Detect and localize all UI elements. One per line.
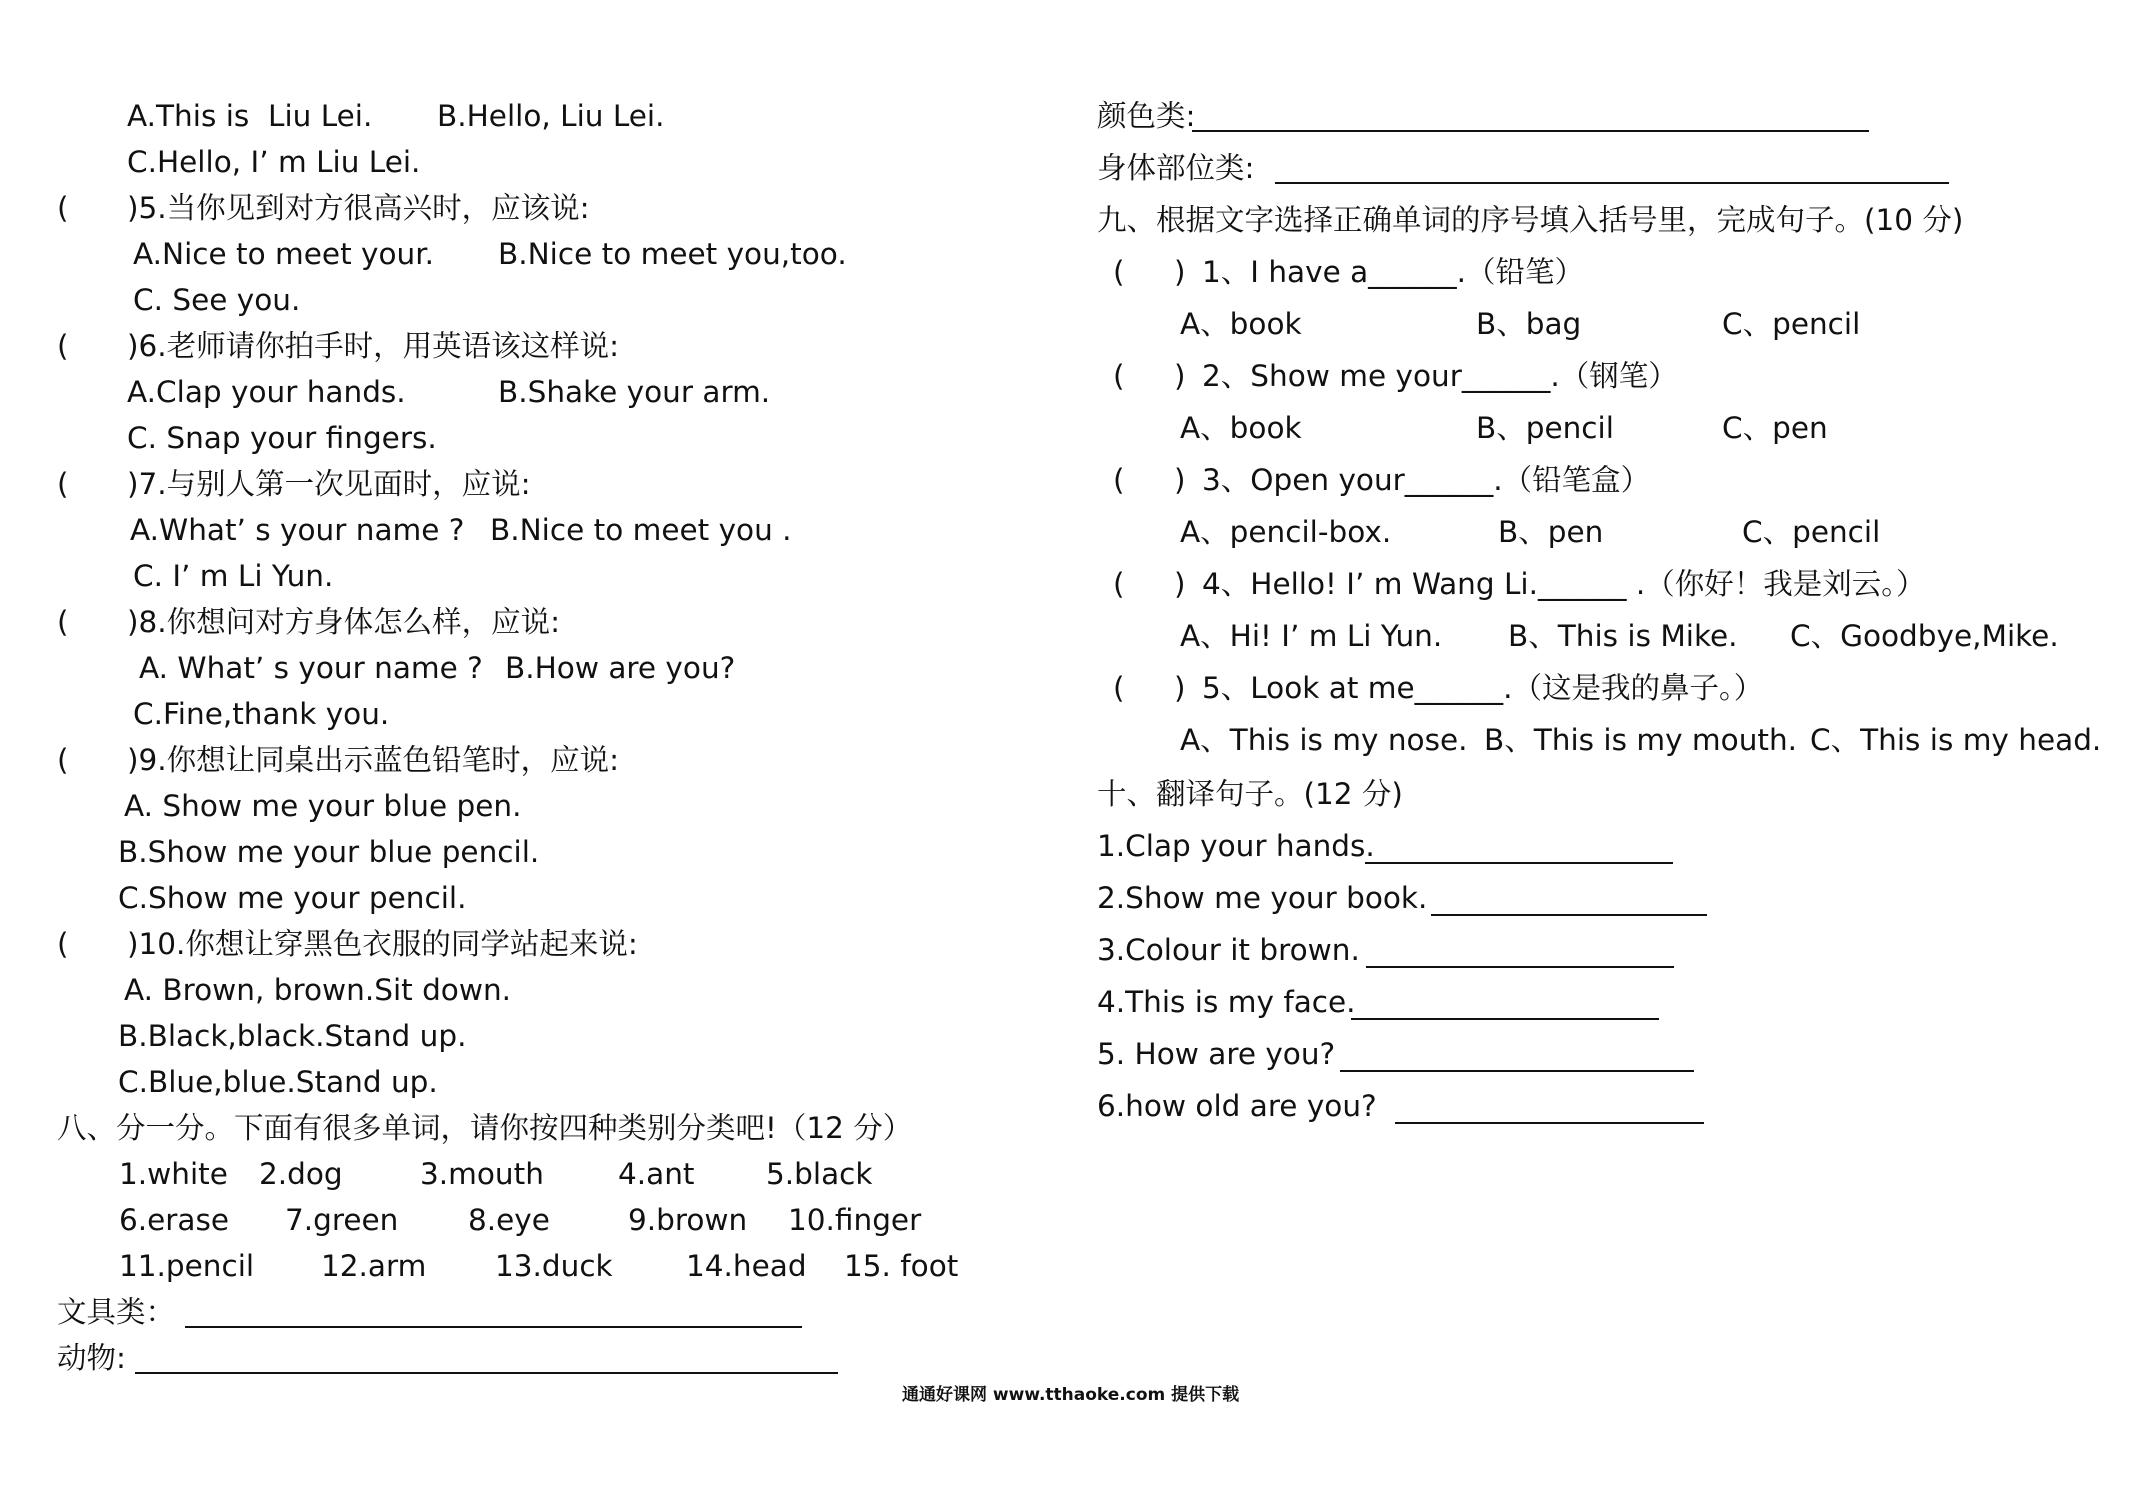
stationery-answer-line[interactable]	[185, 1326, 802, 1328]
s9-q5-option-a: A、This is my nose.	[1180, 723, 1468, 757]
translate-sentence: 3.Colour it brown.	[1097, 933, 1360, 967]
q10-option-b: B.Black,black.Stand up.	[118, 1019, 467, 1053]
q5-option-b: B.Nice to meet you,too.	[498, 237, 847, 271]
translate-answer-line[interactable]	[1365, 862, 1673, 864]
q10-option-a: A. Brown, brown.Sit down.	[124, 973, 512, 1007]
q4-option-c: C.Hello, I’ m Liu Lei.	[127, 145, 421, 179]
word-item: 2.dog	[259, 1157, 343, 1191]
q8-option-a: A. What’ s your name ?	[139, 651, 483, 685]
word-item: 11.pencil	[119, 1249, 255, 1283]
body-parts-label: 身体部位类:	[1097, 151, 1255, 185]
s9-q2-option-b: B、pencil	[1476, 411, 1614, 445]
q4-option-b: B.Hello, Liu Lei.	[437, 99, 665, 133]
q9-stem: )9.你想让同桌出示蓝色铅笔时，应说:	[127, 743, 620, 777]
s9-q4-option-c: C、Goodbye,Mike.	[1790, 619, 2059, 653]
q10-option-c: C.Blue,blue.Stand up.	[118, 1065, 438, 1099]
s9-q3-close-paren: )	[1174, 463, 1186, 497]
s9-q1-option-a: A、book	[1180, 307, 1302, 341]
word-item: 13.duck	[495, 1249, 613, 1283]
q7-option-a: A.What’ s your name ?	[130, 513, 465, 547]
q8-stem: )8.你想问对方身体怎么样，应说:	[127, 605, 561, 639]
s9-q1-answer-paren[interactable]: (	[1113, 255, 1125, 289]
s9-q2-answer-paren[interactable]: (	[1113, 359, 1125, 393]
q8-option-c: C.Fine,thank you.	[133, 697, 390, 731]
q6-option-c: C. Snap your fingers.	[127, 421, 437, 455]
word-item: 5.black	[766, 1157, 873, 1191]
s9-q1-option-b: B、bag	[1476, 307, 1582, 341]
q6-stem: )6.老师请你拍手时，用英语该这样说:	[127, 329, 620, 363]
word-item: 12.arm	[321, 1249, 427, 1283]
translate-sentence: 6.how old are you?	[1097, 1089, 1377, 1123]
s9-q5-close-paren: )	[1174, 671, 1186, 705]
word-item: 7.green	[285, 1203, 399, 1237]
body-parts-answer-line[interactable]	[1275, 182, 1949, 184]
s9-q3-option-c: C、pencil	[1742, 515, 1881, 549]
word-item: 15. foot	[844, 1249, 959, 1283]
s9-q4-stem: 4、Hello! I’ m Wang Li.______ .（你好！我是刘云。）	[1202, 567, 1926, 601]
animals-answer-line[interactable]	[135, 1372, 838, 1374]
q6-answer-paren[interactable]: (	[57, 329, 69, 363]
s9-q1-option-c: C、pencil	[1722, 307, 1861, 341]
q10-answer-paren[interactable]: (	[57, 927, 69, 961]
q10-stem: )10.你想让穿黑色衣服的同学站起来说:	[127, 927, 638, 961]
word-item: 6.erase	[119, 1203, 230, 1237]
s9-q1-close-paren: )	[1174, 255, 1186, 289]
translate-sentence: 5. How are you?	[1097, 1037, 1336, 1071]
q8-answer-paren[interactable]: (	[57, 605, 69, 639]
q9-answer-paren[interactable]: (	[57, 743, 69, 777]
s9-q2-option-c: C、pen	[1722, 411, 1828, 445]
s9-q3-stem: 3、Open your______.（铅笔盒）	[1202, 463, 1651, 497]
s9-q1-stem: 1、I have a______.（铅笔）	[1202, 255, 1585, 289]
translate-sentence: 1.Clap your hands.	[1097, 829, 1375, 863]
q7-option-c: C. I’ m Li Yun.	[133, 559, 334, 593]
q6-option-a: A.Clap your hands.	[127, 375, 406, 409]
s9-q3-answer-paren[interactable]: (	[1113, 463, 1125, 497]
s9-q5-stem: 5、Look at me______.（这是我的鼻子。）	[1202, 671, 1764, 705]
s9-q2-stem: 2、Show me your______.（钢笔）	[1202, 359, 1678, 393]
q9-option-b: B.Show me your blue pencil.	[118, 835, 540, 869]
translate-sentence: 2.Show me your book.	[1097, 881, 1428, 915]
stationery-label: 文具类：	[57, 1295, 176, 1329]
s9-q5-option-b: B、This is my mouth.	[1484, 723, 1798, 757]
q5-stem: )5.当你见到对方很高兴时，应该说:	[127, 191, 590, 225]
animals-label: 动物:	[57, 1341, 126, 1375]
q7-stem: )7.与别人第一次见面时，应说:	[127, 467, 531, 501]
footer-credit: 通通好课网 www.tthaoke.com 提供下载	[902, 1385, 1240, 1405]
colours-answer-line[interactable]	[1192, 130, 1869, 132]
colours-label: 颜色类:	[1097, 99, 1196, 133]
q7-answer-paren[interactable]: (	[57, 467, 69, 501]
s9-q4-close-paren: )	[1174, 567, 1186, 601]
q5-answer-paren[interactable]: (	[57, 191, 69, 225]
q6-option-b: B.Shake your arm.	[498, 375, 771, 409]
word-item: 10.finger	[788, 1203, 922, 1237]
word-item: 14.head	[686, 1249, 807, 1283]
section8-title: 八、分一分。下面有很多单词，请你按四种类别分类吧!（12 分）	[57, 1111, 913, 1145]
translate-sentence: 4.This is my face.	[1097, 985, 1356, 1019]
q5-option-c: C. See you.	[133, 283, 301, 317]
s9-q2-close-paren: )	[1174, 359, 1186, 393]
s9-q4-option-b: B、This is Mike.	[1508, 619, 1738, 653]
word-item: 8.eye	[468, 1203, 550, 1237]
translate-answer-line[interactable]	[1366, 966, 1674, 968]
word-item: 4.ant	[618, 1157, 695, 1191]
section10-title: 十、翻译句子。(12 分)	[1097, 777, 1403, 811]
s9-q4-answer-paren[interactable]: (	[1113, 567, 1125, 601]
s9-q3-option-b: B、pen	[1498, 515, 1604, 549]
word-item: 1.white	[119, 1157, 228, 1191]
word-item: 3.mouth	[420, 1157, 544, 1191]
translate-answer-line[interactable]	[1351, 1018, 1659, 1020]
translate-answer-line[interactable]	[1431, 914, 1707, 916]
translate-answer-line[interactable]	[1340, 1070, 1694, 1072]
translate-answer-line[interactable]	[1395, 1122, 1704, 1124]
s9-q2-option-a: A、book	[1180, 411, 1302, 445]
q5-option-a: A.Nice to meet your.	[133, 237, 435, 271]
s9-q4-option-a: A、Hi! I’ m Li Yun.	[1180, 619, 1443, 653]
s9-q3-option-a: A、pencil-box.	[1180, 515, 1392, 549]
section9-title: 九、根据文字选择正确单词的序号填入括号里，完成句子。(10 分)	[1097, 203, 1964, 237]
q9-option-c: C.Show me your pencil.	[118, 881, 467, 915]
s9-q5-answer-paren[interactable]: (	[1113, 671, 1125, 705]
q8-option-b: B.How are you?	[505, 651, 736, 685]
q4-option-a: A.This is Liu Lei.	[127, 99, 373, 133]
q7-option-b: B.Nice to meet you .	[490, 513, 792, 547]
q9-option-a: A. Show me your blue pen.	[124, 789, 522, 823]
word-item: 9.brown	[628, 1203, 748, 1237]
s9-q5-option-c: C、This is my head.	[1810, 723, 2102, 757]
